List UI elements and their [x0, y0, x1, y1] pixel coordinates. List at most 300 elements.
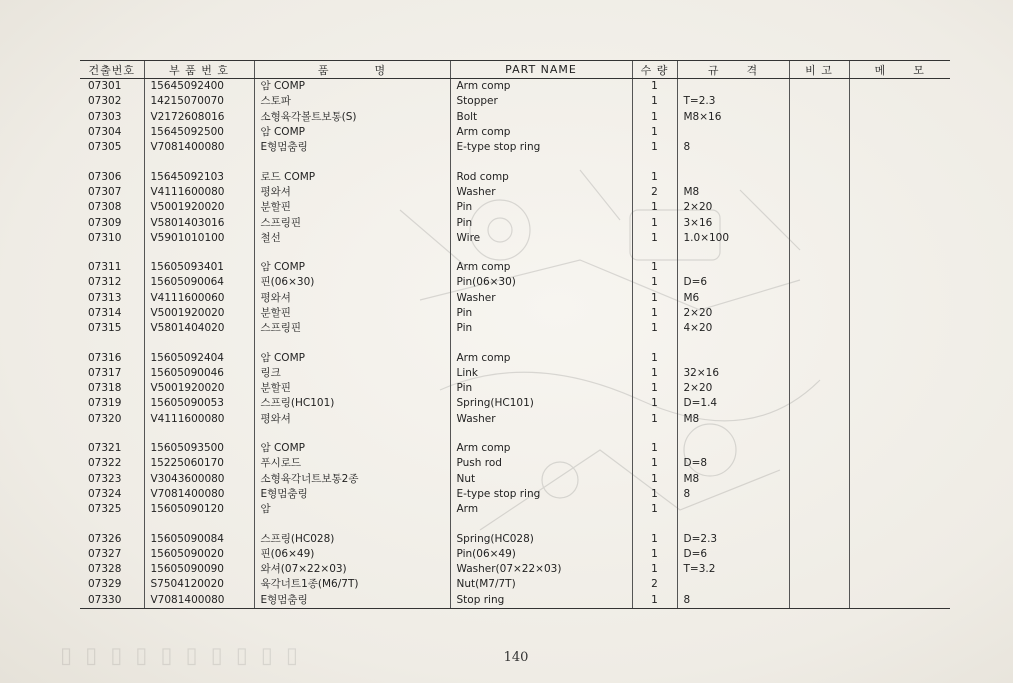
cell-code: V5001920020 — [144, 306, 254, 321]
cell-memo — [849, 260, 950, 275]
cell-code: 15605093401 — [144, 260, 254, 275]
table-row — [80, 231, 950, 246]
cell-part-no: 07301 — [88, 80, 122, 93]
spacer-cell — [677, 246, 789, 260]
cell-code: 15605090084 — [144, 531, 254, 546]
table-row — [80, 487, 950, 502]
cell-code: V7081400080 — [144, 593, 254, 609]
cell-spec — [677, 502, 789, 517]
cell-part-no: 07317 — [88, 366, 122, 379]
cell-name-kr: 링크 — [254, 366, 450, 381]
cell-name-en: Washer — [450, 412, 632, 427]
cell-spec: 3×16 — [677, 215, 789, 230]
cell-memo — [849, 306, 950, 321]
cell-memo — [849, 140, 950, 155]
cell-name-en: Arm comp — [450, 350, 632, 365]
cell-memo — [849, 547, 950, 562]
cell-part-no: 07327 — [88, 547, 122, 560]
cell-remark — [789, 125, 849, 140]
table-row — [80, 381, 950, 396]
cell-name-kr: 평와셔 — [254, 291, 450, 306]
cell-qty: 1 — [632, 502, 677, 517]
cell-spec — [677, 79, 789, 95]
header-name-en: PART NAME — [450, 61, 632, 79]
cell-qty: 1 — [632, 562, 677, 577]
spacer-cell — [677, 155, 789, 169]
spacer-cell — [450, 517, 632, 531]
cell-remark — [789, 531, 849, 546]
cell-code: 15605092404 — [144, 350, 254, 365]
cell-qty: 1 — [632, 441, 677, 456]
cell-part-no: 07314 — [88, 307, 122, 319]
cell-remark — [789, 306, 849, 321]
spacer-cell — [677, 517, 789, 531]
cell-memo — [849, 321, 950, 336]
cell-name-en: Washer — [450, 185, 632, 200]
group-spacer — [80, 517, 950, 531]
cell-name-kr: 철선 — [254, 231, 450, 246]
spacer-cell — [849, 427, 950, 441]
table-row — [80, 79, 950, 95]
cell-part-no: 07310 — [88, 231, 122, 244]
cell-name-en: Pin(06×30) — [450, 275, 632, 290]
cell-name-kr: 분할핀 — [254, 381, 450, 396]
table-row — [80, 502, 950, 517]
cell-code: 15225060170 — [144, 456, 254, 471]
cell-part-no: 07325 — [88, 503, 122, 516]
cell-code: 15605090053 — [144, 396, 254, 411]
table-row — [80, 412, 950, 427]
cell-name-kr: 핀(06×49) — [254, 547, 450, 562]
spacer-cell — [632, 246, 677, 260]
cell-name-en: Push rod — [450, 456, 632, 471]
cell-name-en: Nut — [450, 472, 632, 487]
cell-name-kr: 푸시로드 — [254, 456, 450, 471]
cell-code: 15645092500 — [144, 125, 254, 140]
table-row — [80, 531, 950, 546]
cell-remark — [789, 366, 849, 381]
cell-name-kr: 분할핀 — [254, 306, 450, 321]
cell-remark — [789, 577, 849, 592]
cell-spec: M8 — [677, 185, 789, 200]
cell-memo — [849, 487, 950, 502]
cell-name-kr: 스프링핀 — [254, 215, 450, 230]
cell-memo — [849, 125, 950, 140]
spacer-cell — [450, 155, 632, 169]
table-row — [80, 275, 950, 290]
cell-name-kr: 스프링(HC101) — [254, 396, 450, 411]
cell-part-no: 07313 — [88, 291, 122, 304]
cell-name-en: Stopper — [450, 94, 632, 109]
table-header-row — [80, 61, 950, 79]
spacer-cell — [144, 155, 254, 169]
table-row — [80, 260, 950, 275]
cell-name-en: Pin — [450, 306, 632, 321]
spacer-cell — [144, 246, 254, 260]
cell-remark — [789, 381, 849, 396]
cell-code: 15605090020 — [144, 547, 254, 562]
cell-memo — [849, 350, 950, 365]
cell-part-no: 07321 — [88, 442, 122, 455]
cell-code: 15605090046 — [144, 366, 254, 381]
cell-name-en: Arm comp — [450, 260, 632, 275]
cell-spec: 8 — [677, 140, 789, 155]
cell-spec — [677, 125, 789, 140]
cell-memo — [849, 200, 950, 215]
cell-code: V4111600080 — [144, 185, 254, 200]
cell-memo — [849, 562, 950, 577]
header-spec: 규 격 — [677, 61, 789, 79]
cell-qty: 1 — [632, 169, 677, 184]
cell-name-kr: 소형육각볼트보통(S) — [254, 110, 450, 125]
cell-spec: D=6 — [677, 547, 789, 562]
cell-memo — [849, 472, 950, 487]
cell-remark — [789, 593, 849, 609]
parts-table — [80, 60, 950, 609]
cell-name-kr: 육각너트1종(M6/7T) — [254, 577, 450, 592]
cell-remark — [789, 260, 849, 275]
cell-spec — [677, 260, 789, 275]
cell-part-no: 07330 — [80, 593, 144, 609]
cell-name-kr: 평와셔 — [254, 185, 450, 200]
cell-spec: D=1.4 — [677, 396, 789, 411]
table-row — [80, 215, 950, 230]
cell-qty: 1 — [632, 140, 677, 155]
cell-spec — [677, 169, 789, 184]
cell-remark — [789, 412, 849, 427]
cell-memo — [849, 169, 950, 184]
spacer-cell — [80, 517, 144, 531]
cell-memo — [849, 381, 950, 396]
spacer-cell — [789, 427, 849, 441]
spacer-cell — [632, 155, 677, 169]
cell-memo — [849, 577, 950, 592]
cell-spec: T=2.3 — [677, 94, 789, 109]
spacer-cell — [80, 246, 144, 260]
cell-name-en: Pin — [450, 200, 632, 215]
cell-name-en: E-type stop ring — [450, 487, 632, 502]
cell-code: 15605093500 — [144, 441, 254, 456]
cell-memo — [849, 215, 950, 230]
cell-qty: 1 — [632, 231, 677, 246]
cell-part-no: 07318 — [88, 382, 122, 395]
spacer-cell — [80, 155, 144, 169]
cell-remark — [789, 79, 849, 95]
cell-qty: 1 — [632, 547, 677, 562]
spacer-cell — [450, 336, 632, 350]
table-row — [80, 547, 950, 562]
cell-code: V5001920020 — [144, 200, 254, 215]
table-row — [80, 200, 950, 215]
spacer-cell — [144, 517, 254, 531]
cell-name-en: Pin — [450, 321, 632, 336]
cell-name-en: Arm comp — [450, 125, 632, 140]
cell-name-kr: 평와셔 — [254, 412, 450, 427]
cell-name-kr: E형멈춤링 — [254, 140, 450, 155]
cell-qty: 1 — [632, 472, 677, 487]
cell-remark — [789, 200, 849, 215]
table-row — [80, 291, 950, 306]
cell-spec: D=2.3 — [677, 531, 789, 546]
cell-qty: 1 — [632, 110, 677, 125]
cell-code: 15605090090 — [144, 562, 254, 577]
spacer-cell — [254, 336, 450, 350]
spacer-cell — [450, 246, 632, 260]
cell-part-no: 07324 — [88, 487, 122, 500]
table-row — [80, 562, 950, 577]
page-number: 140 — [503, 650, 529, 665]
cell-name-kr: 핀(06×30) — [254, 275, 450, 290]
table-row — [80, 456, 950, 471]
cell-part-no: 07306 — [88, 170, 122, 183]
cell-qty: 1 — [632, 531, 677, 546]
spacer-cell — [677, 427, 789, 441]
table-row — [80, 366, 950, 381]
cell-remark — [789, 547, 849, 562]
spacer-cell — [849, 246, 950, 260]
table-row — [80, 110, 950, 125]
cell-qty: 1 — [632, 456, 677, 471]
cell-part-no: 07328 — [88, 563, 122, 576]
cell-memo — [849, 79, 950, 95]
cell-spec: 8 — [677, 487, 789, 502]
table-row — [80, 125, 950, 140]
cell-code: V5001920020 — [144, 381, 254, 396]
cell-spec: D=6 — [677, 275, 789, 290]
spacer-cell — [632, 336, 677, 350]
cell-name-en: Spring(HC101) — [450, 396, 632, 411]
spacer-cell — [849, 155, 950, 169]
cell-name-kr: 스토파 — [254, 94, 450, 109]
cell-qty: 1 — [632, 396, 677, 411]
cell-qty: 1 — [632, 94, 677, 109]
cell-qty: 1 — [632, 275, 677, 290]
cell-name-en: Link — [450, 366, 632, 381]
spacer-cell — [677, 336, 789, 350]
table-row — [80, 350, 950, 365]
show-through-text: ▯ ▯ ▯ ▯ ▯ ▯ ▯ ▯ ▯ ▯ — [60, 645, 302, 670]
cell-memo — [849, 110, 950, 125]
cell-code: 15645092103 — [144, 169, 254, 184]
cell-remark — [789, 350, 849, 365]
spacer-cell — [254, 246, 450, 260]
table-row — [80, 396, 950, 411]
spacer-cell — [144, 336, 254, 350]
header-part-no: 건출번호 — [80, 61, 144, 79]
cell-part-no: 07316 — [88, 351, 122, 364]
group-spacer — [80, 155, 950, 169]
cell-remark — [789, 441, 849, 456]
cell-code: S7504120020 — [144, 577, 254, 592]
table-row — [80, 472, 950, 487]
cell-part-no: 07307 — [88, 185, 122, 198]
cell-remark — [789, 321, 849, 336]
spacer-cell — [632, 427, 677, 441]
cell-part-no: 07309 — [88, 216, 122, 229]
cell-part-no: 07323 — [88, 472, 122, 485]
spacer-cell — [789, 517, 849, 531]
cell-qty: 2 — [632, 577, 677, 592]
cell-remark — [789, 185, 849, 200]
cell-qty: 1 — [632, 291, 677, 306]
cell-qty: 1 — [632, 306, 677, 321]
cell-name-en: Pin — [450, 215, 632, 230]
spacer-cell — [789, 336, 849, 350]
table-row — [80, 306, 950, 321]
cell-name-en: Arm comp — [450, 79, 632, 95]
cell-name-en: Bolt — [450, 110, 632, 125]
header-name-kr: 품 명 — [254, 61, 450, 79]
spacer-cell — [789, 246, 849, 260]
cell-code: V3043600080 — [144, 472, 254, 487]
cell-spec: 4×20 — [677, 321, 789, 336]
cell-name-en: Washer(07×22×03) — [450, 562, 632, 577]
cell-memo — [849, 502, 950, 517]
cell-name-en: E-type stop ring — [450, 140, 632, 155]
cell-part-no: 07305 — [88, 141, 122, 154]
group-spacer — [80, 336, 950, 350]
cell-remark — [789, 396, 849, 411]
cell-name-en: Nut(M7/7T) — [450, 577, 632, 592]
cell-code: 15605090064 — [144, 275, 254, 290]
cell-code: V4111600060 — [144, 291, 254, 306]
cell-spec: D=8 — [677, 456, 789, 471]
cell-spec: 2×20 — [677, 306, 789, 321]
cell-memo — [849, 441, 950, 456]
table-row — [80, 321, 950, 336]
cell-part-no: 07326 — [88, 532, 122, 545]
cell-memo — [849, 94, 950, 109]
cell-code: 15645092400 — [144, 79, 254, 95]
cell-name-kr: E형멈춤링 — [254, 593, 450, 609]
cell-remark — [789, 456, 849, 471]
cell-memo — [849, 593, 950, 609]
cell-part-no: 07303 — [88, 110, 122, 123]
cell-name-kr: 스프링(HC028) — [254, 531, 450, 546]
cell-spec: 2×20 — [677, 381, 789, 396]
cell-memo — [849, 185, 950, 200]
cell-name-kr: 암 COMP — [254, 125, 450, 140]
cell-memo — [849, 531, 950, 546]
cell-spec — [677, 350, 789, 365]
cell-remark — [789, 110, 849, 125]
cell-name-kr: 스프링핀 — [254, 321, 450, 336]
cell-remark — [789, 231, 849, 246]
cell-part-no: 07329 — [88, 578, 122, 591]
cell-code: V5801404020 — [144, 321, 254, 336]
cell-name-en: Wire — [450, 231, 632, 246]
cell-name-kr: 암 COMP — [254, 441, 450, 456]
table-row — [80, 185, 950, 200]
cell-spec — [677, 441, 789, 456]
cell-name-en: Pin(06×49) — [450, 547, 632, 562]
cell-remark — [789, 487, 849, 502]
spacer-cell — [849, 517, 950, 531]
spacer-cell — [254, 155, 450, 169]
cell-part-no: 07320 — [88, 412, 122, 425]
cell-name-en: Stop ring — [450, 593, 632, 609]
cell-name-kr: 와셔(07×22×03) — [254, 562, 450, 577]
cell-name-kr: 암 COMP — [254, 260, 450, 275]
cell-part-no: 07304 — [88, 126, 122, 139]
cell-remark — [789, 215, 849, 230]
cell-memo — [849, 366, 950, 381]
cell-qty: 1 — [632, 215, 677, 230]
cell-qty: 1 — [632, 260, 677, 275]
cell-spec: M8×16 — [677, 110, 789, 125]
spacer-cell — [144, 427, 254, 441]
table-row — [80, 169, 950, 184]
cell-part-no: 07312 — [88, 276, 122, 289]
cell-remark — [789, 169, 849, 184]
table-row — [80, 593, 950, 609]
cell-code: 14215070070 — [144, 94, 254, 109]
cell-name-en: Arm comp — [450, 441, 632, 456]
cell-code: V5801403016 — [144, 215, 254, 230]
table-row — [80, 441, 950, 456]
cell-qty: 1 — [632, 412, 677, 427]
cell-name-kr: 암 — [254, 502, 450, 517]
cell-spec: 1.0×100 — [677, 231, 789, 246]
cell-code: V5901010100 — [144, 231, 254, 246]
spacer-cell — [80, 427, 144, 441]
cell-memo — [849, 456, 950, 471]
cell-spec: 8 — [677, 593, 789, 609]
cell-qty: 1 — [632, 125, 677, 140]
cell-remark — [789, 562, 849, 577]
cell-code: V7081400080 — [144, 487, 254, 502]
cell-qty: 2 — [632, 185, 677, 200]
cell-part-no: 07308 — [88, 201, 122, 214]
cell-name-kr: 분할핀 — [254, 200, 450, 215]
table-row — [80, 577, 950, 592]
cell-memo — [849, 231, 950, 246]
cell-name-en: Arm — [450, 502, 632, 517]
cell-name-kr: 암 COMP — [254, 79, 450, 95]
cell-qty: 1 — [632, 487, 677, 502]
cell-remark — [789, 502, 849, 517]
table-row — [80, 94, 950, 109]
header-memo: 메 모 — [849, 61, 950, 79]
cell-memo — [849, 412, 950, 427]
header-code: 부 품 번 호 — [144, 61, 254, 79]
table-body — [80, 79, 950, 609]
cell-qty: 1 — [632, 350, 677, 365]
cell-code: V4111600080 — [144, 412, 254, 427]
cell-spec: M8 — [677, 472, 789, 487]
cell-qty: 1 — [632, 79, 677, 95]
spacer-cell — [789, 155, 849, 169]
cell-name-kr: 암 COMP — [254, 350, 450, 365]
cell-qty: 1 — [632, 593, 677, 609]
cell-name-kr: 소형육각너트보통2종 — [254, 472, 450, 487]
cell-memo — [849, 291, 950, 306]
cell-name-kr: E형멈춤링 — [254, 487, 450, 502]
cell-part-no: 07302 — [88, 95, 122, 108]
cell-qty: 1 — [632, 381, 677, 396]
cell-qty: 1 — [632, 200, 677, 215]
spacer-cell — [80, 336, 144, 350]
header-remark: 비 고 — [789, 61, 849, 79]
cell-remark — [789, 140, 849, 155]
cell-spec: 2×20 — [677, 200, 789, 215]
cell-name-en: Pin — [450, 381, 632, 396]
cell-part-no: 07322 — [88, 457, 122, 470]
cell-name-en: Rod comp — [450, 169, 632, 184]
cell-name-en: Washer — [450, 291, 632, 306]
cell-spec — [677, 577, 789, 592]
group-spacer — [80, 427, 950, 441]
